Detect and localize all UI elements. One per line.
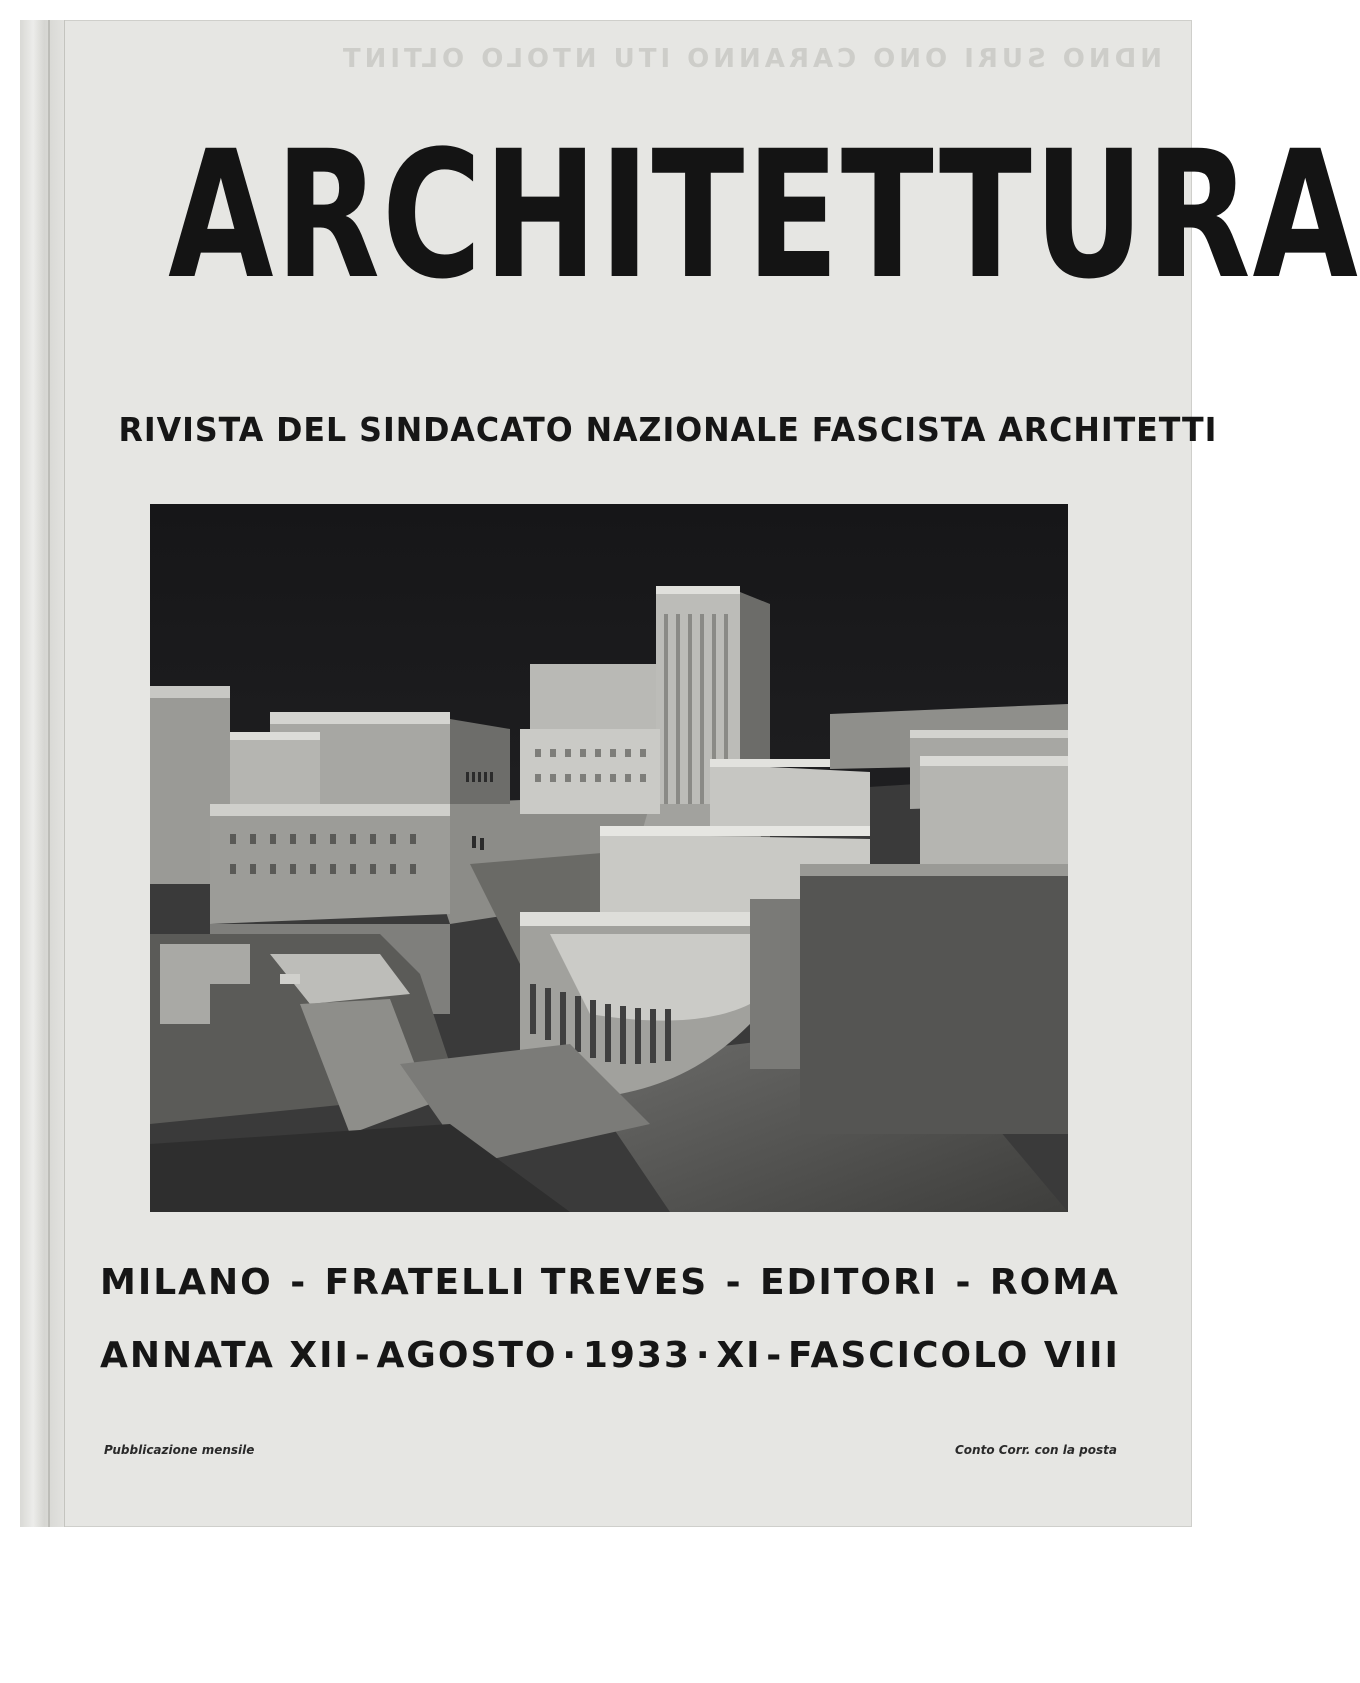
issue-year-volume: ANNATA XII bbox=[100, 1335, 350, 1376]
separator: - bbox=[354, 1335, 372, 1376]
footer-postal: Conto Corr. con la posta bbox=[955, 1443, 1117, 1457]
publisher-city-milano: MILANO bbox=[100, 1262, 273, 1303]
footer-frequency: Pubblicazione mensile bbox=[104, 1443, 255, 1457]
separator: · bbox=[562, 1335, 579, 1376]
issue-era-year: XI bbox=[716, 1335, 762, 1376]
separator: · bbox=[695, 1335, 712, 1376]
publisher-name: FRATELLI TREVES bbox=[324, 1262, 709, 1303]
separator: - bbox=[955, 1262, 973, 1303]
publisher-city-roma: ROMA bbox=[989, 1262, 1120, 1303]
publisher-role: EDITORI bbox=[759, 1262, 939, 1303]
separator: - bbox=[766, 1335, 784, 1376]
separator: - bbox=[290, 1262, 308, 1303]
issue-month: AGOSTO bbox=[376, 1335, 558, 1376]
publisher-line bbox=[100, 1262, 1120, 1303]
separator: - bbox=[725, 1262, 743, 1303]
issue-number: FASCICOLO VIII bbox=[788, 1335, 1120, 1376]
issue-year: 1933 bbox=[582, 1335, 692, 1376]
cover-spine bbox=[20, 20, 65, 1527]
issue-line bbox=[100, 1335, 1120, 1376]
spine-fold-line bbox=[48, 20, 50, 1527]
magazine-subtitle: RIVISTA DEL SINDACATO NAZIONALE FASCISTA ARCHITETTI bbox=[118, 410, 1218, 449]
cover-photo-architectural-model bbox=[150, 504, 1068, 1212]
bleed-through-text: NDNO SURI ONO CARANNO ITU NTOLO OLTINT bbox=[338, 44, 1162, 74]
magazine-title: ARCHITETTURA bbox=[168, 113, 1360, 318]
